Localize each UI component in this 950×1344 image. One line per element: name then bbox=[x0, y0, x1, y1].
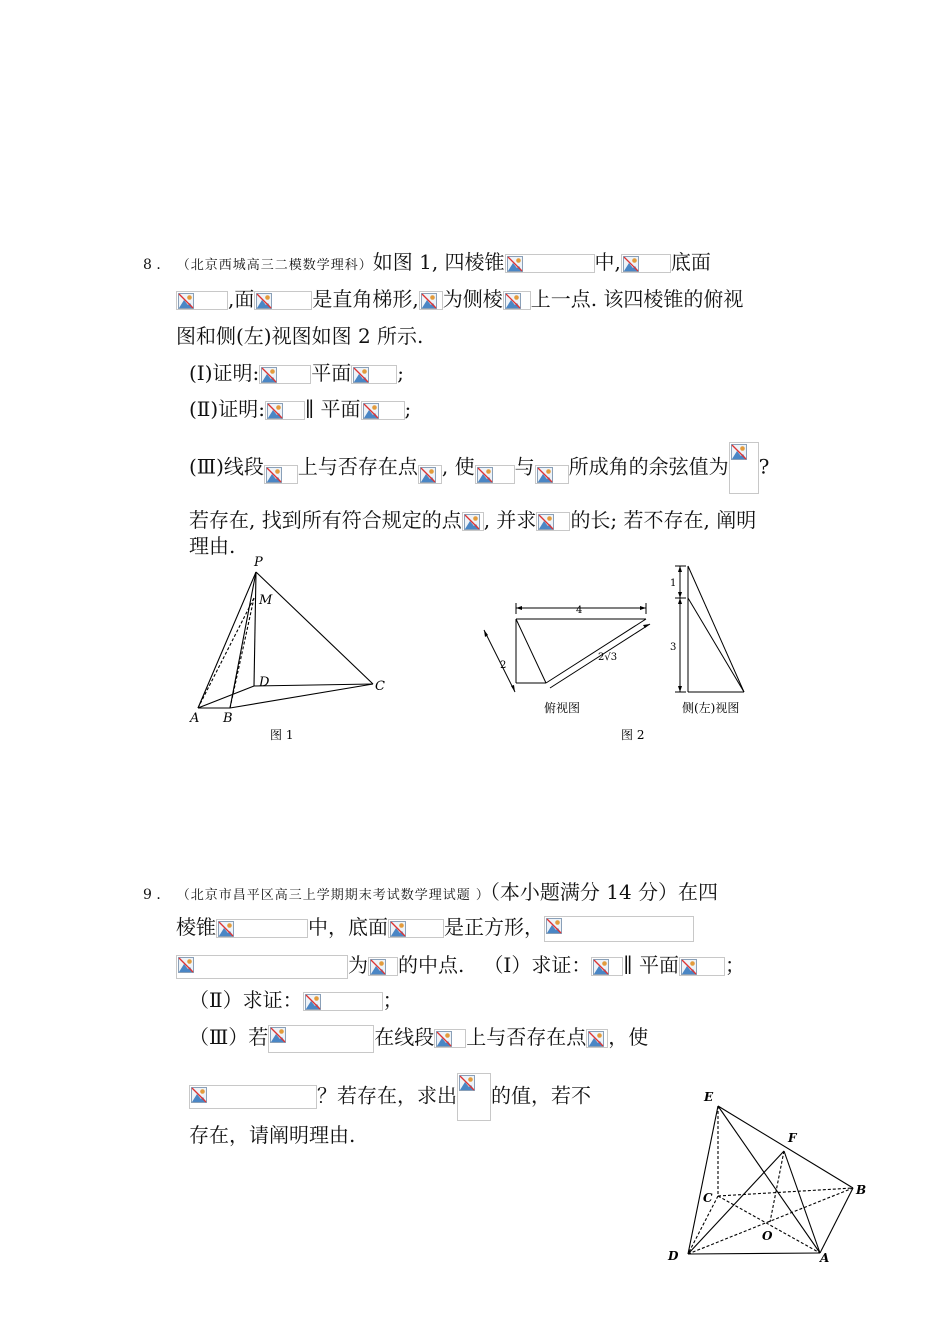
broken-image-icon bbox=[731, 444, 747, 460]
q9-part2: （Ⅱ）求证： ； bbox=[189, 988, 403, 1012]
broken-image-icon bbox=[178, 957, 194, 973]
formula-image bbox=[268, 1025, 374, 1053]
formula-image bbox=[418, 465, 442, 484]
figure-caption: 俯视图 bbox=[544, 701, 581, 715]
label-A: A bbox=[820, 1251, 830, 1265]
question-number: 8 ． bbox=[143, 257, 171, 273]
figure-caption: 图 1 bbox=[270, 728, 294, 742]
formula-image bbox=[544, 916, 694, 942]
broken-image-icon bbox=[370, 959, 386, 975]
formula-image bbox=[176, 291, 228, 310]
broken-image-icon bbox=[593, 959, 609, 975]
broken-image-icon bbox=[363, 403, 379, 419]
broken-image-icon bbox=[305, 994, 321, 1010]
formula-image bbox=[259, 365, 311, 384]
formula-image bbox=[388, 919, 444, 938]
broken-image-icon bbox=[420, 467, 436, 483]
broken-image-icon bbox=[588, 1031, 604, 1047]
formula-image bbox=[189, 1085, 317, 1109]
broken-image-icon bbox=[266, 467, 282, 483]
broken-image-icon bbox=[390, 921, 406, 937]
formula-image bbox=[368, 957, 398, 976]
dim-label: 2√3 bbox=[598, 652, 618, 663]
label-B: B bbox=[223, 711, 233, 726]
figure-2-views bbox=[470, 558, 770, 748]
broken-image-icon bbox=[261, 367, 277, 383]
label-D: D bbox=[668, 1249, 679, 1263]
dim-label: 1 bbox=[670, 578, 677, 589]
formula-image bbox=[586, 1029, 608, 1048]
q8-part3: (Ⅲ)线段 上与否存在点 , 使 与 所成角的余弦值为 ? bbox=[189, 442, 769, 494]
formula-image bbox=[503, 291, 531, 310]
q8-part2: (Ⅱ)证明: ∥ 平面 ; bbox=[189, 397, 412, 421]
q8-line1: 8 ． （北京西城高三二模数学理科）如图 1, 四棱锥 中, 底面 bbox=[143, 250, 711, 274]
q9-part3-cont: ？若存在，求出 的值，若不 bbox=[189, 1073, 591, 1121]
broken-image-icon bbox=[623, 256, 639, 272]
formula-image bbox=[462, 512, 484, 531]
question-source: （北京西城高三二模数学理科） bbox=[176, 258, 373, 273]
question-number: 9 ． bbox=[143, 887, 171, 903]
q9-part3: （Ⅲ）若 在线段 上与否存在点 ，使 bbox=[189, 1024, 648, 1053]
broken-image-icon bbox=[256, 293, 272, 309]
formula-image bbox=[303, 992, 383, 1011]
dim-label: 2 bbox=[500, 660, 507, 671]
formula-image bbox=[679, 957, 725, 976]
broken-image-icon bbox=[507, 256, 523, 272]
label-D: D bbox=[259, 675, 270, 690]
broken-image-icon bbox=[436, 1031, 452, 1047]
broken-image-icon bbox=[191, 1087, 207, 1103]
broken-image-icon bbox=[537, 467, 553, 483]
dim-label: 4 bbox=[576, 605, 583, 616]
formula-image bbox=[621, 254, 671, 273]
broken-image-icon bbox=[681, 959, 697, 975]
label-A: A bbox=[190, 711, 200, 726]
label-B: B bbox=[856, 1183, 867, 1197]
broken-image-icon bbox=[538, 514, 554, 530]
formula-image bbox=[176, 955, 348, 979]
formula-image bbox=[351, 365, 397, 384]
q9-line2: 棱锥 中，底面 是正方形， bbox=[176, 914, 694, 942]
broken-image-icon bbox=[353, 367, 369, 383]
formula-image bbox=[475, 465, 515, 484]
broken-image-icon bbox=[178, 293, 194, 309]
formula-image bbox=[264, 465, 298, 484]
figure-caption: 侧(左)视图 bbox=[682, 701, 740, 715]
formula-image bbox=[265, 401, 305, 420]
formula-image bbox=[729, 442, 759, 494]
label-O: O bbox=[762, 1229, 773, 1243]
label-C: C bbox=[375, 679, 385, 694]
formula-image bbox=[505, 254, 595, 273]
label-C: C bbox=[703, 1191, 713, 1205]
formula-image bbox=[361, 401, 405, 420]
broken-image-icon bbox=[477, 467, 493, 483]
formula-image bbox=[434, 1029, 466, 1048]
q9-part3-end: 存在，请阐明理由. bbox=[189, 1123, 356, 1147]
q8-part3-cont: 若存在, 找到所有符合规定的点 , 并求 的长; 若不存在, 阐明 bbox=[189, 508, 757, 532]
label-E: E bbox=[704, 1090, 714, 1104]
figure-caption: 图 2 bbox=[621, 728, 645, 742]
formula-image bbox=[535, 465, 569, 484]
formula-image bbox=[254, 291, 312, 310]
formula-image bbox=[591, 957, 623, 976]
q9-line3: 为 的中点. （Ⅰ）求证： ∥ 平面 ； bbox=[176, 952, 745, 979]
figure-1-pyramid bbox=[180, 548, 410, 748]
label-P: P bbox=[254, 555, 263, 570]
q8-part1: (Ⅰ)证明: 平面 ; bbox=[189, 361, 404, 385]
broken-image-icon bbox=[505, 293, 521, 309]
broken-image-icon bbox=[218, 921, 234, 937]
figure-q9-pyramid bbox=[660, 1086, 880, 1271]
q9-line1: 9 ． （北京市昌平区高三上学期期末考试数学理试题 ）（本小题满分 14 分）在四 bbox=[143, 880, 719, 904]
broken-image-icon bbox=[464, 514, 480, 530]
label-M: M bbox=[259, 593, 273, 608]
broken-image-icon bbox=[267, 403, 283, 419]
formula-image bbox=[457, 1073, 491, 1121]
q8-line2: ,面 是直角梯形, 为侧棱 上一点. 该四棱锥的俯视 bbox=[176, 286, 743, 312]
q8-part3-end: 理由. bbox=[189, 534, 236, 558]
broken-image-icon bbox=[459, 1075, 475, 1091]
dim-label: 3 bbox=[670, 642, 677, 653]
broken-image-icon bbox=[546, 918, 562, 934]
formula-image bbox=[419, 291, 443, 310]
question-source: （北京市昌平区高三上学期期末考试数学理试题 ） bbox=[176, 888, 490, 903]
formula-image bbox=[216, 919, 308, 938]
label-F: F bbox=[788, 1131, 797, 1145]
q8-line3: 图和侧(左)视图如图 2 所示. bbox=[176, 324, 424, 348]
formula-image bbox=[536, 512, 570, 531]
broken-image-icon bbox=[421, 293, 437, 309]
broken-image-icon bbox=[270, 1027, 286, 1043]
